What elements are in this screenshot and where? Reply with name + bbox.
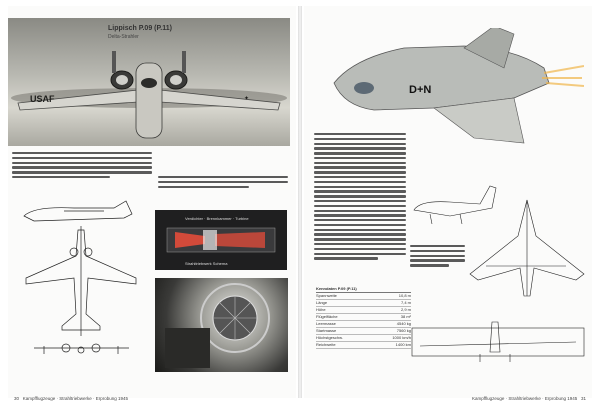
svg-text:✦: ✦	[244, 96, 250, 102]
article-subtitle: Delta-Strahler	[108, 34, 139, 40]
svg-text:D+N: D+N	[409, 84, 432, 96]
diagram-caption-text	[158, 176, 288, 190]
right-footer-text: Kampfflugzeuge · Strahltriebwerke · Erprobung 1945	[471, 396, 578, 401]
diagram-label-bottom: Strahltriebwerk Schema	[185, 261, 228, 266]
front-view-drawing	[410, 318, 586, 364]
drawing-caption-text	[410, 245, 465, 269]
left-footer	[14, 396, 128, 401]
table-row: Spannweite 10,8 m	[316, 293, 411, 298]
engine-diagram-graphic	[155, 210, 287, 270]
turbine-graphic	[155, 278, 288, 372]
turbine-photo	[155, 278, 288, 372]
a10-aircraft-illustration	[8, 18, 290, 146]
table-row: Flügelfläche 38 m²	[316, 314, 411, 319]
table-row: Leermasse 4540 kg	[316, 321, 411, 326]
page-gutter	[298, 6, 302, 398]
table-row: Länge 7,4 m	[316, 300, 411, 305]
table-row: Höchstgeschw. 1000 km/h	[316, 335, 411, 340]
lippisch-aircraft-painting	[314, 28, 584, 148]
diagram-label-top: Verdichter · Brennkammer · Turbine	[185, 216, 249, 221]
left-caption-text	[12, 152, 152, 181]
right-page-number: 31	[580, 396, 586, 401]
engine-schematic	[155, 210, 287, 270]
left-footer-text: Kampfflugzeuge · Strahltriebwerke · Erprobung 1945	[22, 396, 129, 401]
specs-table-heading: Kenndaten P.09 (P.11)	[316, 286, 411, 293]
right-body-text	[314, 133, 406, 262]
aircraft-photo	[8, 18, 290, 146]
svg-text:USAF: USAF	[30, 94, 55, 104]
top-view-drawing	[466, 196, 588, 306]
table-row: Höhe 2,9 m	[316, 307, 411, 312]
table-row: Reichweite 1400 km	[316, 342, 411, 347]
right-footer	[472, 396, 586, 401]
table-row: Startmasse 7560 kg	[316, 328, 411, 333]
left-page-number: 30	[14, 396, 20, 401]
article-title: Lippisch P.09 (P.11)	[108, 25, 172, 32]
three-view-drawing	[14, 196, 149, 361]
specs-table	[316, 286, 411, 349]
